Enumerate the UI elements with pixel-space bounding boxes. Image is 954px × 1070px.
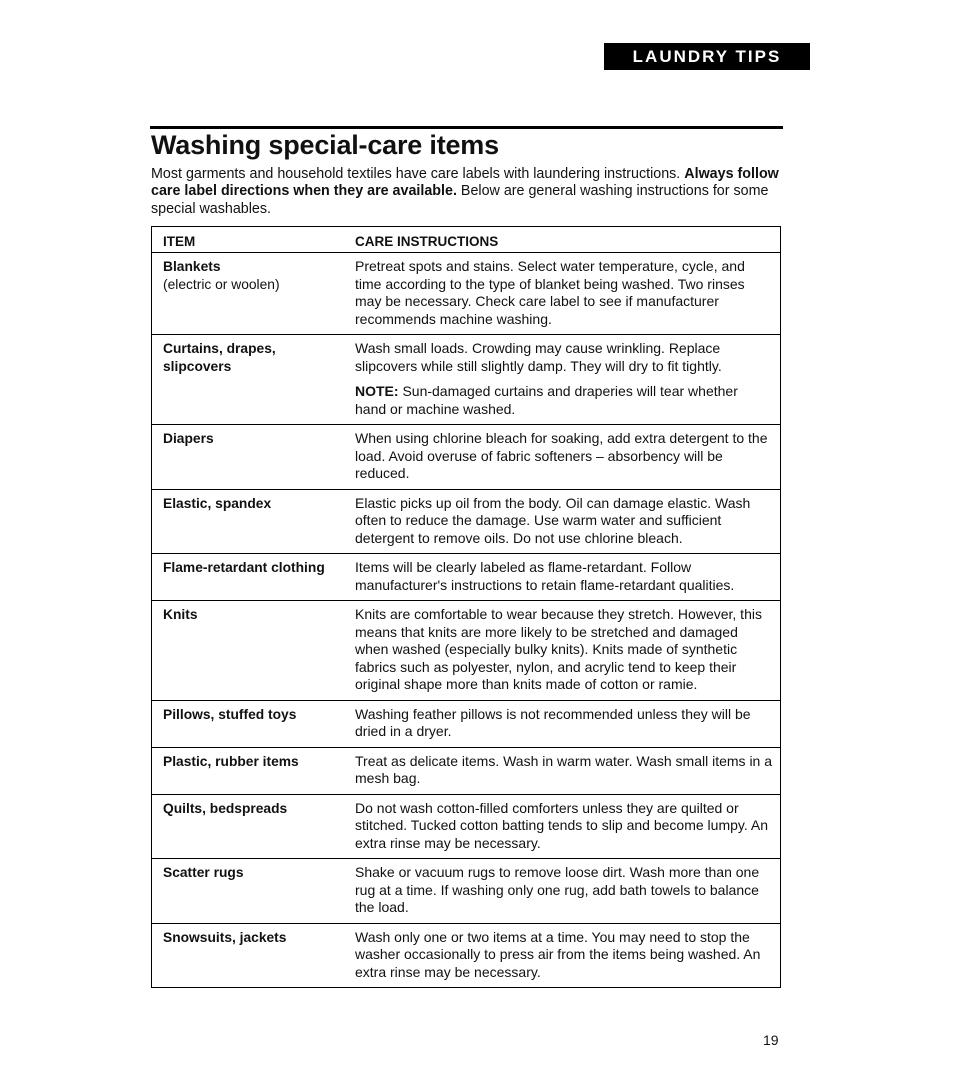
item-cell	[152, 923, 345, 988]
care-instructions-text: Knits are comfortable to wear because they stretch. However, this means that knits are more likely to be stretched and damaged when washed (especially bulky knits). Knits made of synthetic fabrics such as polyester, nylon, and acrylic tend to keep their original shape more than knits made of cotton or ramie.	[355, 606, 762, 692]
item-cell	[152, 335, 345, 425]
care-instructions-text: Treat as delicate items. Wash in warm water. Wash small items in a mesh bag.	[355, 752, 773, 786]
care-instructions-cell	[344, 601, 781, 701]
intro-text-end: Below are general washing instructions for some special washables.	[151, 183, 769, 217]
note-label: NOTE:	[355, 383, 399, 399]
title-rule	[150, 126, 783, 129]
table-row	[152, 335, 781, 425]
item-cell	[152, 601, 345, 701]
header-care-instructions: CARE INSTRUCTIONS	[344, 227, 781, 253]
item-subtitle: (electric or woolen)	[163, 276, 280, 292]
care-instructions-cell	[344, 253, 781, 335]
care-instructions-text: Washing feather pillows is not recommended unless they will be dried in a dryer.	[355, 705, 751, 739]
intro-emphasis: Always follow care label directions when they are available.	[151, 166, 779, 200]
care-instructions-text: Elastic picks up oil from the body. Oil can damage elastic. Wash often to reduce the damage. Use warm water and sufficient detergent to remove oils. Do not use chlorine bleach.	[355, 494, 751, 546]
item-cell	[152, 554, 345, 601]
item-name: Flame-retardant clothing	[163, 560, 325, 575]
care-instructions-cell	[344, 747, 781, 794]
item-name: Pillows, stuffed toys	[163, 706, 297, 722]
care-instructions-cell	[344, 335, 781, 425]
care-instructions-text: Do not wash cotton-filled comforters unless they are quilted or stitched. Tucked cotton batting tends to slip and become lumpy. An extra rinse may be necessary.	[355, 799, 768, 851]
table-row	[152, 554, 781, 601]
item-cell	[152, 700, 345, 747]
note-text: Sun-damaged curtains and draperies will tear whether hand or machine washed.	[355, 383, 738, 417]
item-name: Elastic, spandex	[163, 495, 272, 511]
table-row	[152, 700, 781, 747]
table-row	[152, 794, 781, 859]
table-header-row	[152, 227, 781, 253]
table-row	[152, 425, 781, 490]
item-name: Plastic, rubber items	[163, 753, 299, 769]
item-cell	[152, 489, 345, 554]
care-table	[151, 226, 781, 988]
care-note	[355, 383, 772, 418]
item-cell	[152, 253, 345, 335]
care-instructions-cell	[344, 489, 781, 554]
item-name: Knits	[163, 607, 198, 622]
care-instructions-text: When using chlorine bleach for soaking, add extra detergent to the load. Avoid overuse of fabric softeners – absorbency will be reduced.	[355, 430, 768, 481]
section-banner: LAUNDRY TIPS	[604, 43, 810, 70]
care-instructions-cell	[344, 554, 781, 601]
header-item: ITEM	[152, 227, 345, 253]
item-name: Scatter rugs	[163, 865, 244, 880]
table-row	[152, 747, 781, 794]
care-instructions-text: Wash small loads. Crowding may cause wrinkling. Replace slipcovers while still slightly damp. They will dry to fit tightly.	[355, 340, 722, 374]
page-title: Washing special-care items	[151, 130, 499, 160]
item-cell	[152, 859, 345, 924]
item-cell	[152, 425, 345, 490]
care-instructions-text: Shake or vacuum rugs to remove loose dirt. Wash more than one rug at a time. If washing only one rug, add bath towels to balance the load.	[355, 864, 760, 915]
care-instructions-text: Wash only one or two items at a time. You may need to stop the washer occasionally to press air from the items being washed. An extra rinse may be necessary.	[355, 928, 761, 980]
page-number: 19	[763, 1032, 779, 1048]
table-row	[152, 253, 781, 335]
table-row	[152, 601, 781, 701]
table-row	[152, 859, 781, 924]
care-instructions-text: Items will be clearly labeled as flame-retardant. Follow manufacturer's instructions to retain flame-retardant qualities.	[355, 559, 735, 593]
item-name: Snowsuits, jackets	[163, 929, 287, 945]
care-instructions-cell	[344, 794, 781, 859]
care-instructions-text: Pretreat spots and stains. Select water temperature, cycle, and time according to the type of blanket being washed. Two rinses may be necessary. Check care label to see if manufacturer recommends machine washing.	[355, 258, 745, 327]
table-row	[152, 923, 781, 988]
care-instructions-cell	[344, 923, 781, 988]
item-name: Blankets	[163, 259, 221, 274]
item-cell	[152, 794, 345, 859]
intro-paragraph	[151, 166, 791, 218]
care-instructions-cell	[344, 700, 781, 747]
item-cell	[152, 747, 345, 794]
care-instructions-cell	[344, 859, 781, 924]
item-name: Diapers	[163, 431, 214, 446]
table-row	[152, 489, 781, 554]
care-instructions-cell	[344, 425, 781, 490]
item-name: Quilts, bedspreads	[163, 800, 288, 816]
intro-text-start: Most garments and household textiles have care labels with laundering instructions.	[151, 166, 685, 182]
item-name: Curtains, drapes, slipcovers	[163, 341, 276, 374]
